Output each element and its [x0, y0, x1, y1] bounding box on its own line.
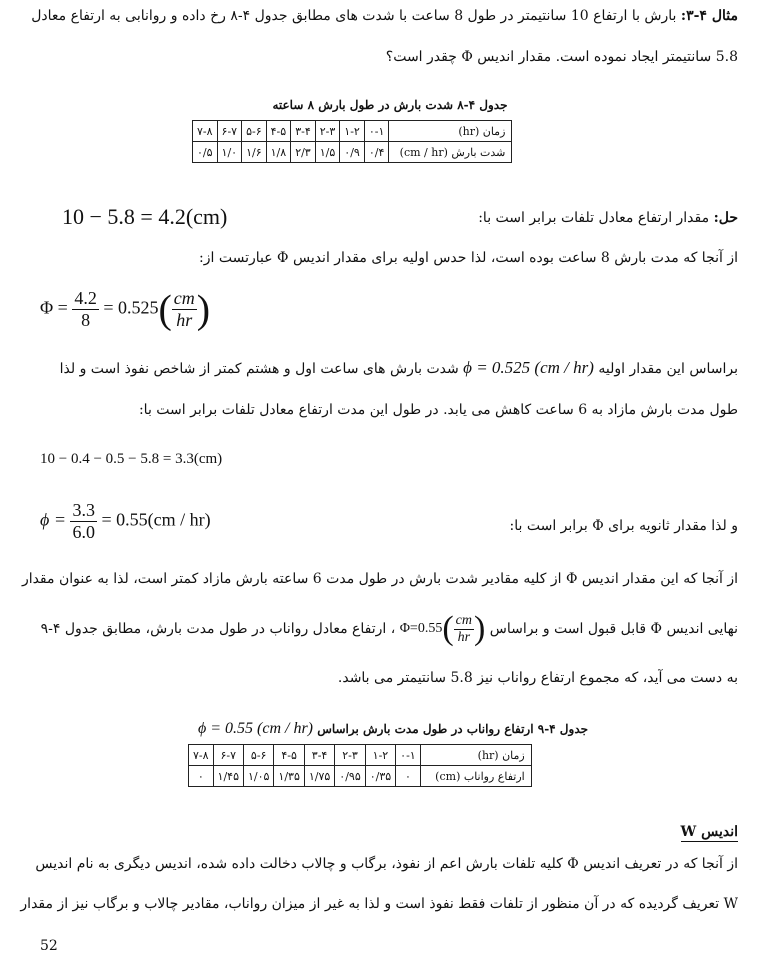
- table2-cell: ۰/۹۵: [335, 766, 365, 787]
- eq2-fraction: [72, 288, 99, 331]
- table2-row-runoff: [189, 766, 532, 787]
- inline-equation-phi-unit: Φ=0.55( $\frac{cm}{hr}$ ): [399, 610, 486, 647]
- table2-col: ۶-۷: [213, 745, 243, 766]
- eq2-unit-num: cm: [173, 288, 195, 308]
- table1-col: ۶-۷: [217, 121, 242, 142]
- table1-header-time: زمان (hr): [389, 121, 512, 142]
- table1-col: ۳-۴: [291, 121, 316, 142]
- eq2-numerator: 4.2: [74, 288, 97, 308]
- table1-col: ۰-۱: [364, 121, 389, 142]
- table2-title: [178, 720, 608, 738]
- table1-col: ۱-۲: [340, 121, 365, 142]
- table2-cell: ۱/۳۵: [274, 766, 304, 787]
- table2-col: ۰-۱: [396, 745, 421, 766]
- table2-header-runoff: ارتفاع رواناب (cm): [420, 766, 531, 787]
- table2-col: ۴-۵: [274, 745, 304, 766]
- table1-row-intensity: [193, 142, 512, 163]
- eq2-unit-den: hr: [176, 310, 193, 330]
- table1-title: جدول ۴-۸ شدت بارش در طول بارش ۸ ساعته: [272, 98, 508, 112]
- eq4-lhs: ϕ =: [40, 509, 66, 530]
- solution-line-3: [30, 358, 738, 378]
- table1-cell: ۲/۳: [291, 142, 316, 163]
- example-line-1: [30, 8, 738, 24]
- table2-cell: ۰: [189, 766, 214, 787]
- solution-line-7: [30, 612, 738, 652]
- eq4-denominator: 6.0: [72, 522, 95, 542]
- equation-1: 10 − 5.8 = 4.2(cm): [62, 204, 228, 229]
- example-label: مثال ۴-۳:: [680, 8, 738, 24]
- table1-cell: ۰/۵: [193, 142, 218, 163]
- solution-text-7a: نهایی اندیس Φ قابل قبول است و براساس: [489, 621, 738, 637]
- table2-cell: ۱/۴۵: [213, 766, 243, 787]
- equation-4: [40, 500, 211, 543]
- table1-col: ۷-۸: [193, 121, 218, 142]
- solution-line-4: طول مدت بارش مازاد به 6 ساعت کاهش می یابد. در طول این مدت ارتفاع معادل تلفات برابر است با:: [138, 402, 738, 418]
- line7-unit-den: hr: [457, 629, 471, 645]
- solution-line-5: و لذا مقدار ثانویه برای Φ برابر است با:: [509, 518, 738, 534]
- table2-col: ۲-۳: [335, 745, 365, 766]
- page-number: 52: [40, 938, 58, 954]
- solution-line-1: [478, 210, 738, 226]
- table2-col: ۵-۶: [243, 745, 273, 766]
- table1-cell: ۱/۶: [242, 142, 267, 163]
- table1-header-intensity: شدت بارش (cm / hr): [389, 142, 512, 163]
- section-w-heading: اندیس W: [680, 824, 738, 840]
- solution-label: حل:: [713, 210, 738, 226]
- table1-cell: ۱/۰: [217, 142, 242, 163]
- table2-header-time: زمان (hr): [420, 745, 531, 766]
- eq4-rhs: = 0.55(cm / hr): [101, 509, 211, 530]
- equation-3: 10 − 0.4 − 0.5 − 5.8 = 3.3(cm): [40, 451, 223, 467]
- example-line-2: 5.8 سانتیمتر ایجاد نموده است. مقدار اندیس Φ چقدر است؟: [385, 49, 738, 65]
- example-text-1: بارش با ارتفاع 10 سانتیمتر در طول 8 ساعت با شدت های مطابق جدول ۴-۸ رخ داده و روانابی به ارتفاع معادل: [31, 8, 677, 24]
- inline-equation-phi: ϕ = 0.525 (cm / hr): [463, 358, 594, 377]
- line7-unit-num: cm: [455, 612, 472, 628]
- table1: [192, 120, 512, 163]
- solution-text-7b: ، ارتفاع معادل رواناب در طول مدت بارش، مطابق جدول ۴-۹: [40, 621, 396, 637]
- eq2-denominator: 8: [81, 310, 91, 330]
- table2-row-time: [189, 745, 532, 766]
- table1-cell: ۱/۵: [315, 142, 340, 163]
- solution-line-6: از آنجا که این مقدار اندیس Φ از کلیه مقادیر شدت بارش در طول مدت 6 ساعته بارش مازاد کمتر است، لذا به عنوان مقدار: [21, 571, 738, 587]
- table2-title-text: جدول ۴-۹ ارتفاع رواناب در طول مدت بارش براساس: [317, 722, 589, 736]
- table2-cell: ۰: [396, 766, 421, 787]
- section-w-line-1: از آنجا که در تعریف اندیس Φ کلیه تلفات بارش اعم از نفوذ، برگاب و چالاب دخالت داده شده، اندیس دیگری به نام اندیس: [35, 856, 738, 872]
- solution-line-8: به دست می آید، که مجموع ارتفاع رواناب نیز 5.8 سانتیمتر می باشد.: [337, 670, 738, 686]
- table1-cell: ۰/۹: [340, 142, 365, 163]
- solution-text-3a: براساس این مقدار اولیه: [598, 361, 738, 377]
- table1-col: ۵-۶: [242, 121, 267, 142]
- eq4-numerator: 3.3: [72, 500, 95, 520]
- table2-col: ۳-۴: [304, 745, 334, 766]
- table1-col: ۲-۳: [315, 121, 340, 142]
- table1-row-time: [193, 121, 512, 142]
- table1-cell: ۱/۸: [266, 142, 291, 163]
- table1-col: ۴-۵: [266, 121, 291, 142]
- table1-cell: ۰/۴: [364, 142, 389, 163]
- table2-cell: ۱/۷۵: [304, 766, 334, 787]
- table2-col: ۷-۸: [189, 745, 214, 766]
- table2-cell: ۰/۳۵: [365, 766, 395, 787]
- table2-cell: ۱/۰۵: [243, 766, 273, 787]
- equation-2: Φ = $\frac{4.2}{8}$ = 0.525( $\frac{cm}{hr}$ ): [40, 286, 211, 332]
- solution-text-3b: شدت بارش های ساعت اول و هشتم کمتر از شاخص نفوذ است و لذا: [59, 361, 459, 377]
- eq2-lhs: Φ =: [40, 297, 68, 318]
- table2-col: ۱-۲: [365, 745, 395, 766]
- solution-line-2: از آنجا که مدت بارش 8 ساعت بوده است، لذا حدس اولیه برای مقدار اندیس Φ عبارتست از:: [199, 250, 738, 266]
- table2: [188, 744, 532, 787]
- section-w-line-2: W تعریف گردیده که در آن منظور از تلفات فقط نفوذ است و لذا به غیر از میزان رواناب، مقادیر چالاب و برگاب نیز از مقدار: [20, 896, 738, 912]
- eq4-fraction: [70, 500, 97, 543]
- line7-eq-value: Φ=0.55: [399, 621, 443, 637]
- eq2-value: = 0.525: [103, 297, 159, 318]
- eq2-unit: [172, 288, 197, 331]
- table2-title-equation: ϕ = 0.55 (cm / hr): [197, 720, 313, 737]
- line7-unit: [454, 613, 474, 646]
- solution-text-1: مقدار ارتفاع معادل تلفات برابر است با:: [478, 210, 710, 226]
